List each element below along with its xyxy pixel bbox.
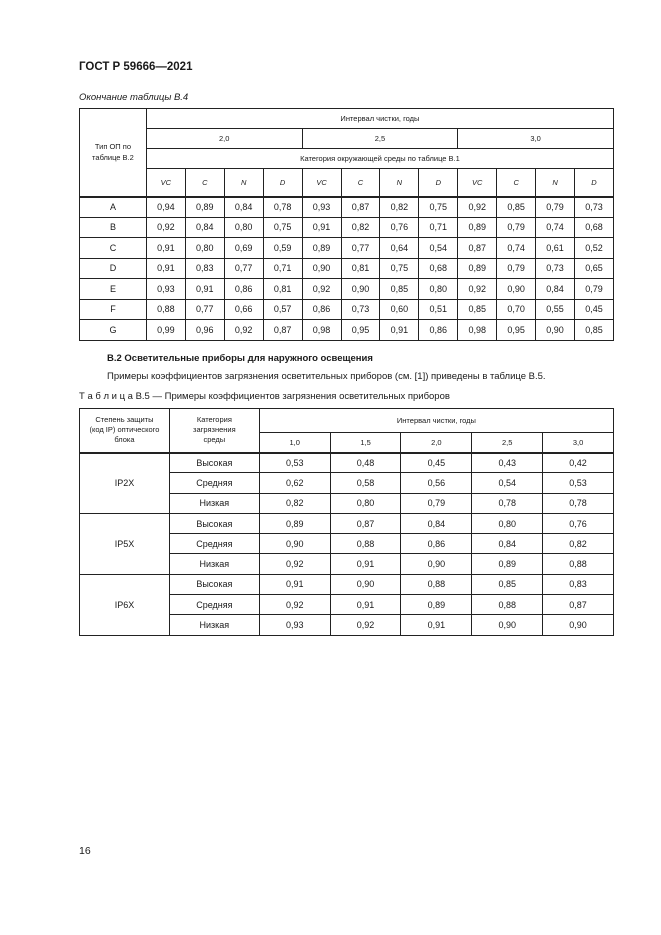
table-cell: 0,84 [536, 279, 575, 300]
table-cell: 0,91 [380, 320, 419, 341]
table-cell: 0,59 [263, 238, 302, 259]
env-category-cell: D [575, 169, 614, 197]
table-cell: 0,93 [146, 279, 185, 300]
table-cell: 0,84 [472, 534, 543, 554]
table-cell: 0,91 [185, 279, 224, 300]
table-cell: 0,86 [302, 299, 341, 320]
table-row [80, 574, 614, 594]
table-cell: 0,91 [330, 595, 401, 615]
table-cell: 0,95 [341, 320, 380, 341]
table-cell: 0,89 [302, 238, 341, 259]
table-cell: 0,89 [259, 513, 330, 533]
table-cell: 0,43 [472, 453, 543, 473]
table-cell: 0,76 [543, 513, 614, 533]
table-cell: 0,89 [458, 217, 497, 238]
table-cell: 0,80 [185, 238, 224, 259]
env-category-header: Категория окружающей среды по таблице В.1 [146, 149, 613, 169]
table-cell: 0,84 [185, 217, 224, 238]
table-cell: 0,75 [380, 258, 419, 279]
env-category-cell: C [185, 169, 224, 197]
pollution-category-cell: Средняя [169, 595, 259, 615]
table-row [80, 513, 614, 533]
table-cell: 0,54 [472, 473, 543, 493]
page-number: 16 [79, 845, 91, 857]
table-cell: 0,69 [224, 238, 263, 259]
table-cell: 0,82 [543, 534, 614, 554]
table-cell: 0,76 [380, 217, 419, 238]
table-cell: 0,87 [341, 197, 380, 218]
table-cell: 0,80 [472, 513, 543, 533]
table-cell: 0,77 [185, 299, 224, 320]
table-cell: 0,79 [497, 217, 536, 238]
table-row [80, 299, 614, 320]
table-cell: 0,91 [401, 615, 472, 635]
env-category-cell: VC [458, 169, 497, 197]
table-cell: 0,83 [185, 258, 224, 279]
pollution-category-cell: Низкая [169, 554, 259, 574]
table-cell: 0,78 [543, 493, 614, 513]
table-cell: 0,83 [543, 574, 614, 594]
table-cell: 0,54 [419, 238, 458, 259]
table-row [80, 279, 614, 300]
interval-value: 2,5 [472, 433, 543, 453]
table-cell: 0,92 [458, 197, 497, 218]
interval-value: 1,5 [330, 433, 401, 453]
table-cell: 0,79 [536, 197, 575, 218]
table-cell: 0,73 [341, 299, 380, 320]
table-cell: 0,85 [575, 320, 614, 341]
pollution-category-cell: Высокая [169, 513, 259, 533]
table-cell: 0,68 [575, 217, 614, 238]
table-cell: 0,88 [401, 574, 472, 594]
row-label: B [80, 217, 147, 238]
table-row [80, 238, 614, 259]
table-cell: 0,90 [302, 258, 341, 279]
table-cell: 0,71 [263, 258, 302, 279]
env-category-cell: C [497, 169, 536, 197]
row-label: A [80, 197, 147, 218]
table-row [80, 258, 614, 279]
table-cell: 0,98 [302, 320, 341, 341]
table-cell: 0,80 [330, 493, 401, 513]
env-category-cell: D [263, 169, 302, 197]
table-cell: 0,92 [458, 279, 497, 300]
table-cell: 0,45 [401, 453, 472, 473]
interval-header: Интервал чистки, годы [259, 409, 613, 433]
table-b5 [79, 408, 614, 636]
pollution-category-header: Категория загрязнения среды [169, 409, 259, 453]
table-cell: 0,60 [380, 299, 419, 320]
table-cell: 0,51 [419, 299, 458, 320]
table-cell: 0,91 [259, 574, 330, 594]
table-cell: 0,88 [543, 554, 614, 574]
interval-value: 3,0 [543, 433, 614, 453]
table-cell: 0,42 [543, 453, 614, 473]
table-b4-continuation [79, 108, 614, 341]
interval-value: 2,5 [302, 129, 458, 149]
table-cell: 0,89 [472, 554, 543, 574]
table-cell: 0,65 [575, 258, 614, 279]
ip-code-cell: IP2X [80, 453, 170, 514]
interval-value: 2,0 [146, 129, 302, 149]
table-cell: 0,86 [401, 534, 472, 554]
row-label: E [80, 279, 147, 300]
table-cell: 0,89 [185, 197, 224, 218]
table-cell: 0,64 [380, 238, 419, 259]
table-cell: 0,92 [302, 279, 341, 300]
table-cell: 0,99 [146, 320, 185, 341]
table-cell: 0,93 [302, 197, 341, 218]
table-cell: 0,48 [330, 453, 401, 473]
env-category-cell: N [224, 169, 263, 197]
table-row [80, 320, 614, 341]
table-cell: 0,86 [224, 279, 263, 300]
table-cell: 0,91 [302, 217, 341, 238]
table-cell: 0,94 [146, 197, 185, 218]
interval-value: 3,0 [458, 129, 614, 149]
table-cell: 0,90 [536, 320, 575, 341]
table-cell: 0,77 [224, 258, 263, 279]
table-cell: 0,58 [330, 473, 401, 493]
table-cell: 0,92 [330, 615, 401, 635]
interval-value: 2,0 [401, 433, 472, 453]
env-category-cell: VC [302, 169, 341, 197]
table-cell: 0,79 [575, 279, 614, 300]
pollution-category-cell: Средняя [169, 534, 259, 554]
env-category-cell: N [380, 169, 419, 197]
table-cell: 0,90 [543, 615, 614, 635]
table-cell: 0,68 [419, 258, 458, 279]
table-cell: 0,79 [497, 258, 536, 279]
table-cell: 0,81 [341, 258, 380, 279]
table-cell: 0,92 [146, 217, 185, 238]
ip-code-header: Степень защиты (код IP) оптического блока [80, 409, 170, 453]
ip-code-cell: IP6X [80, 574, 170, 635]
table-cell: 0,77 [341, 238, 380, 259]
table-cell: 0,88 [330, 534, 401, 554]
table-cell: 0,96 [185, 320, 224, 341]
table-cell: 0,93 [259, 615, 330, 635]
section-paragraph: Примеры коэффициентов загрязнения осветительных приборов (см. [1]) приведены в таблице В.5. [107, 371, 546, 382]
table-cell: 0,81 [263, 279, 302, 300]
table-cell: 0,87 [330, 513, 401, 533]
interval-header: Интервал чистки, годы [146, 109, 613, 129]
pollution-category-cell: Низкая [169, 493, 259, 513]
table-cell: 0,84 [401, 513, 472, 533]
table-cell: 0,89 [401, 595, 472, 615]
table-cell: 0,71 [419, 217, 458, 238]
ip-code-cell: IP5X [80, 513, 170, 574]
table-cell: 0,87 [263, 320, 302, 341]
table-cell: 0,91 [330, 554, 401, 574]
table-cell: 0,98 [458, 320, 497, 341]
pollution-category-cell: Высокая [169, 453, 259, 473]
env-category-cell: VC [146, 169, 185, 197]
table-cell: 0,70 [497, 299, 536, 320]
env-category-cell: D [419, 169, 458, 197]
table-cell: 0,85 [497, 197, 536, 218]
table-cell: 0,61 [536, 238, 575, 259]
table-cell: 0,82 [380, 197, 419, 218]
table-cell: 0,92 [259, 595, 330, 615]
table-cell: 0,80 [419, 279, 458, 300]
table-cell: 0,53 [543, 473, 614, 493]
table-cell: 0,57 [263, 299, 302, 320]
table-cell: 0,90 [330, 574, 401, 594]
table-cell: 0,74 [497, 238, 536, 259]
table-cell: 0,82 [341, 217, 380, 238]
table-row [80, 197, 614, 218]
table-cell: 0,90 [259, 534, 330, 554]
table-cell: 0,91 [146, 238, 185, 259]
table-cell: 0,55 [536, 299, 575, 320]
interval-value: 1,0 [259, 433, 330, 453]
table-cell: 0,90 [341, 279, 380, 300]
table-cell: 0,95 [497, 320, 536, 341]
row-type-header: Тип ОП по таблице В.2 [80, 109, 147, 197]
row-label: G [80, 320, 147, 341]
table-cell: 0,45 [575, 299, 614, 320]
table-cell: 0,92 [224, 320, 263, 341]
table-cell: 0,87 [543, 595, 614, 615]
table-cell: 0,92 [259, 554, 330, 574]
table-cell: 0,78 [472, 493, 543, 513]
table-cell: 0,86 [419, 320, 458, 341]
table-cell: 0,91 [146, 258, 185, 279]
table-cell: 0,85 [380, 279, 419, 300]
table-cell: 0,79 [401, 493, 472, 513]
table-cell: 0,73 [575, 197, 614, 218]
table-cell: 0,78 [263, 197, 302, 218]
table-cell: 0,90 [497, 279, 536, 300]
row-label: C [80, 238, 147, 259]
table-cell: 0,82 [259, 493, 330, 513]
table1-caption: Окончание таблицы В.4 [79, 92, 189, 103]
table-cell: 0,88 [472, 595, 543, 615]
pollution-category-cell: Низкая [169, 615, 259, 635]
table-cell: 0,62 [259, 473, 330, 493]
table-cell: 0,56 [401, 473, 472, 493]
row-label: D [80, 258, 147, 279]
table-cell: 0,90 [472, 615, 543, 635]
table-cell: 0,87 [458, 238, 497, 259]
pollution-category-cell: Высокая [169, 574, 259, 594]
table-cell: 0,53 [259, 453, 330, 473]
table-cell: 0,90 [401, 554, 472, 574]
table-cell: 0,85 [472, 574, 543, 594]
env-category-cell: C [341, 169, 380, 197]
table2-caption: Т а б л и ц а В.5 — Примеры коэффициентов загрязнения осветительных приборов [79, 391, 450, 402]
env-category-cell: N [536, 169, 575, 197]
table-cell: 0,75 [419, 197, 458, 218]
table-row [80, 453, 614, 473]
pollution-category-cell: Средняя [169, 473, 259, 493]
table-cell: 0,52 [575, 238, 614, 259]
table-cell: 0,75 [263, 217, 302, 238]
table-cell: 0,88 [146, 299, 185, 320]
section-heading: В.2 Осветительные приборы для наружного освещения [107, 353, 373, 364]
table-cell: 0,85 [458, 299, 497, 320]
table-cell: 0,66 [224, 299, 263, 320]
table-cell: 0,80 [224, 217, 263, 238]
table-cell: 0,84 [224, 197, 263, 218]
row-label: F [80, 299, 147, 320]
table-cell: 0,73 [536, 258, 575, 279]
table-cell: 0,89 [458, 258, 497, 279]
table-row [80, 217, 614, 238]
table-cell: 0,74 [536, 217, 575, 238]
document-code: ГОСТ Р 59666—2021 [79, 61, 193, 73]
